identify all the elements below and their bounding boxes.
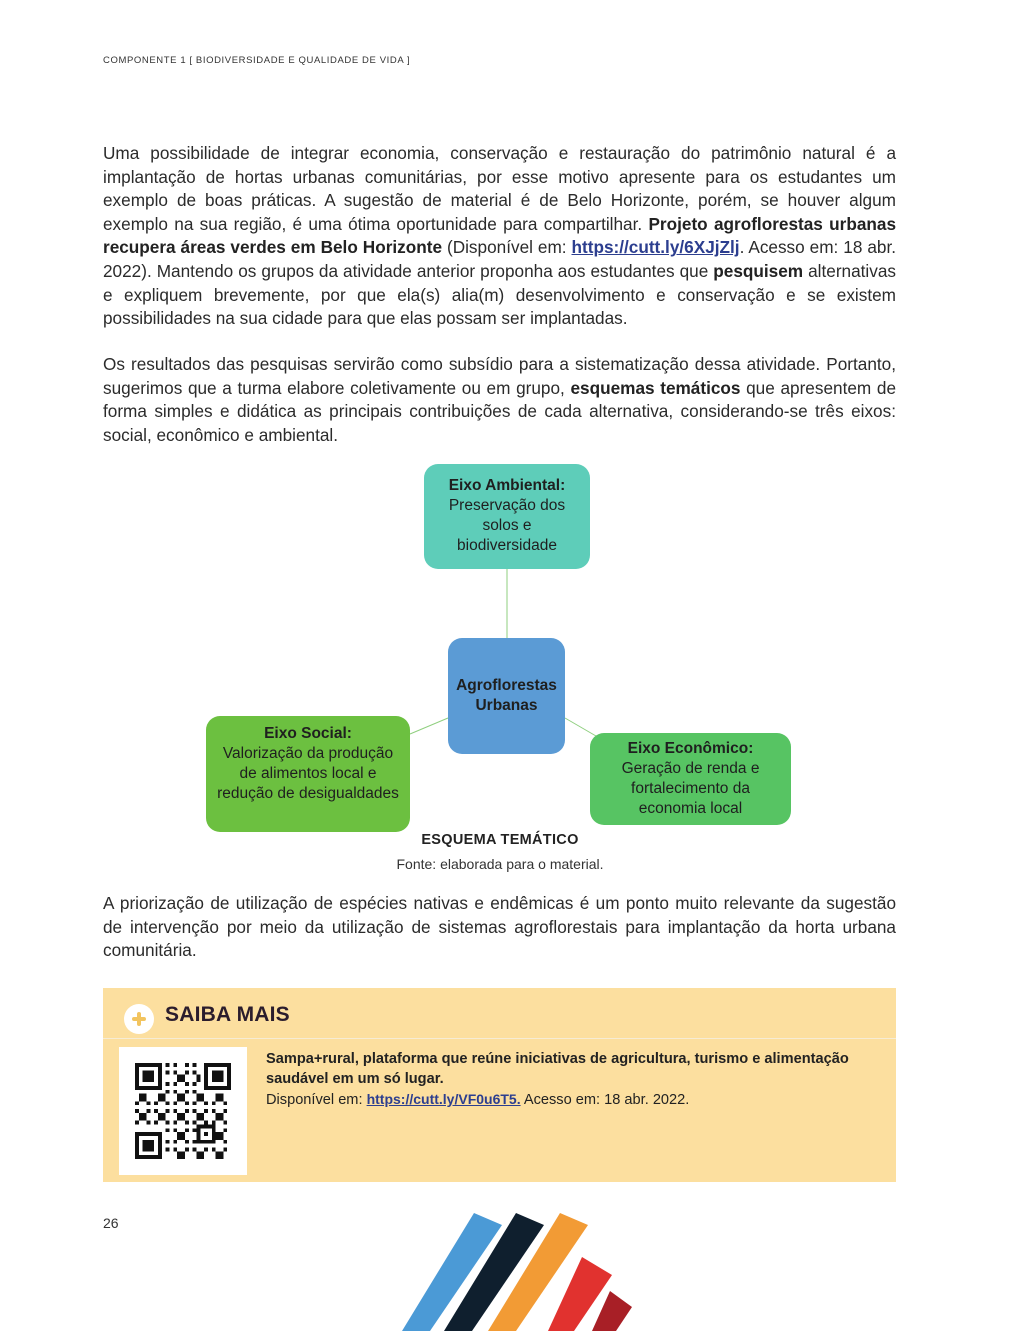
resource-title: Sampa+rural, plataforma que reúne iniciativas de agricultura, turismo e alimentação saudável em um só lugar. [266,1051,849,1087]
node-title: Eixo Social: [264,725,352,742]
node-text: Valorização da produção de alimentos local e redução de desigualdades [217,745,399,802]
saiba-mais-box [103,988,896,1182]
resource-link[interactable]: https://cutt.ly/VF0u6T5. [366,1091,521,1107]
stripe-dark-red [592,1291,632,1331]
intro-paragraph: Uma possibilidade de integrar economia, conservação e restauração do patrimônio natural é a implantação de hortas urbanas comunitárias, por esse motivo apresente para os estudantes um exemplo de boas práticas. A sugestão de material é de Belo Horizonte, porém, se houver algum exemplo na sua região, é uma ótima oportunidade para compartilhar. Projeto agroflorestas urbanas recupera áreas verdes em Belo Horizonte (Disponível em: https://cutt.ly/6XJjZlj. Acesso em: 18 abr. 2022). Mantendo os grupos da atividade anterior proponha aos estudantes que pesquisem alternativas e expliquem brevemente, por que ela(s) alia(m) desenvolvimento e conservação e se existem possibilidades na sua cidade para que elas possam ser implantadas. [103,143,897,329]
node-eixo-economico [590,733,791,825]
saiba-mais-heading: SAIBA MAIS [165,1003,290,1026]
resource-availability: Disponível em: https://cutt.ly/VF0u6T5. Acesso em: 18 abr. 2022. [266,1091,690,1108]
project-title: Projeto agroflorestas urbanas recupera áreas verdes em Belo Horizonte [103,213,897,258]
figure-source: Fonte: elaborada para o material. [396,856,604,872]
running-header: COMPONENTE 1 [ BIODIVERSIDADE E QUALIDADE DE VIDA ] [103,55,411,66]
qr-code-icon [135,1063,231,1159]
node-text: Preservação dos solos e biodiversidade [448,497,566,554]
page-number: 26 [103,1215,119,1231]
plus-icon [124,1004,154,1034]
node-title: Eixo Ambiental: [448,477,566,494]
saiba-mais-content [266,1049,881,1110]
divider [103,1038,896,1039]
results-paragraph: Os resultados das pesquisas servirão como subsídio para a sistematização dessa atividade. Portanto, sugerimos que a turma elabore coletivamente ou em grupo, esquemas temáticos que apresentem de forma simples e didática as principais contribuições de cada alternativa, considerando-se três eixos: social, econômico e ambiental. [103,354,896,445]
decorative-stripes [400,1205,660,1331]
qr-code[interactable] [119,1047,247,1175]
node-agroflorestas-urbanas [448,638,565,754]
node-title: Agroflorestas Urbanas [456,677,557,714]
node-eixo-ambiental [424,464,590,569]
node-text: Geração de renda e fortalecimento da economia local [621,760,760,817]
node-eixo-social [206,716,410,832]
node-title: Eixo Econômico: [627,740,754,757]
figure-caption: ESQUEMA TEMÁTICO [421,832,579,848]
priority-paragraph: A priorização de utilização de espécies nativas e endêmicas é um ponto muito relevante da sugestão de intervenção por meio da utilização de sistemas agroflorestais para implantação da horta urbana comunitária. [103,893,896,961]
project-link[interactable]: https://cutt.ly/6XJjZlj [571,237,740,258]
